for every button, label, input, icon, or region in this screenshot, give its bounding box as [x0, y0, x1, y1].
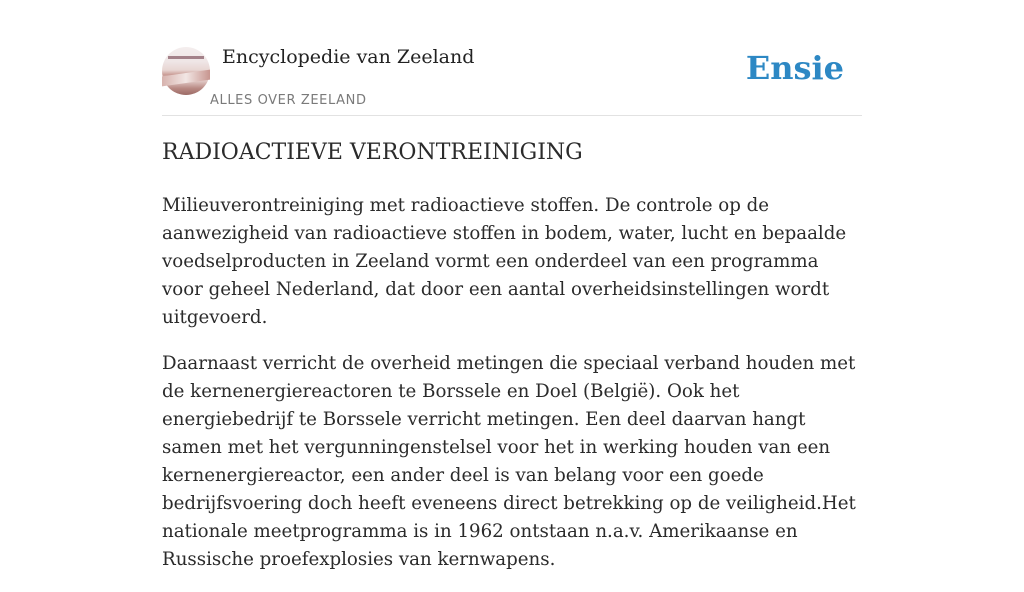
avatar-fold	[162, 70, 210, 87]
ensie-logo-link[interactable]: Ensie	[745, 49, 844, 87]
site-avatar[interactable]	[162, 47, 210, 95]
site-title[interactable]: Encyclopedie van Zeeland	[222, 46, 475, 68]
article-paragraph: Milieuverontreiniging met radioactieve stoffen. De controle op de aanwezigheid van radioactieve stoffen in bodem, water, lucht en bepaalde voedselproducten in Zeeland vormt een onderdeel van een programma voor geheel Nederland, dat door een aantal overheidsinstellingen wordt uitgevoerd.	[162, 195, 847, 328]
page-container	[162, 0, 862, 570]
site-subtitle: ALLES OVER ZEELAND	[210, 93, 367, 108]
article-paragraph: Daarnaast verricht de overheid metingen die speciaal verband houden met de kernenergiereactoren te Borssele en Doel (België). Ook het energiebedrijf te Borssele verricht metingen. Een deel daarvan hangt samen met het vergunningenstelsel voor het in werking houden van een kernenergiereactor, een ander deel is van belang voor een goede bedrijfsvoering doch heeft eveneens direct betrekking op de veiligheid.Het nationale meetprogramma is in 1962 ontstaan n.a.v. Amerikaanse en Russische proefexplosies van kernwapens.	[162, 353, 856, 570]
article-body	[162, 192, 862, 592]
article-title: RADIOACTIEVE VERONTREINIGING	[162, 140, 583, 165]
site-header	[162, 0, 862, 116]
avatar-band	[168, 56, 204, 59]
